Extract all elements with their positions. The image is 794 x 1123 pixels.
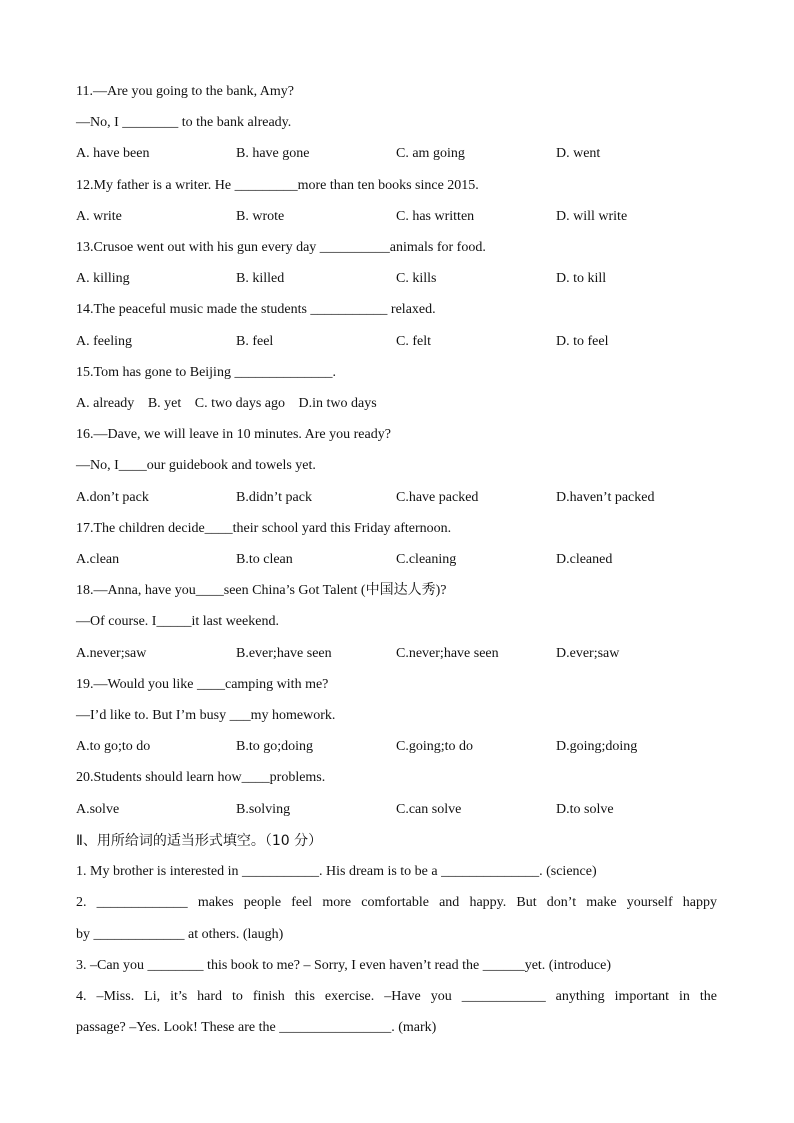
- option-a: A. write: [76, 209, 122, 224]
- option-b: B.didn’t pack: [236, 490, 312, 505]
- option-c: C. kills: [396, 271, 437, 286]
- option-a: A. already: [76, 396, 135, 411]
- option-b: B.ever;have seen: [236, 646, 332, 661]
- option-d: D.in two days: [298, 396, 377, 411]
- option-c: C. has written: [396, 209, 475, 224]
- question-13-options: [76, 270, 716, 288]
- question-14-options: [76, 333, 716, 351]
- question-16-options: [76, 489, 716, 507]
- question-12-stem: 12.My father is a writer. He _________more than ten books since 2015.: [76, 178, 479, 193]
- question-14-stem: 14.The peaceful music made the students ___________ relaxed.: [76, 302, 436, 317]
- option-a: A.to go;to do: [76, 739, 151, 754]
- fill-item-1: 1. My brother is interested in ___________. His dream is to be a ______________. (science): [76, 864, 597, 879]
- option-b: B. wrote: [236, 209, 285, 224]
- option-b: B. yet: [147, 396, 182, 411]
- option-a: A. killing: [76, 271, 130, 286]
- option-c: C.cleaning: [396, 552, 457, 567]
- question-17-stem: 17.The children decide____their school yard this Friday afternoon.: [76, 521, 452, 536]
- fill-item-4-line-2: passage? –Yes. Look! These are the ________________. (mark): [76, 1020, 437, 1035]
- question-11-response: —No, I ________ to the bank already.: [76, 115, 292, 130]
- fill-item-3: 3. –Can you ________ this book to me? – Sorry, I even haven’t read the ______yet. (introduce): [76, 958, 611, 973]
- option-a: A.solve: [76, 802, 120, 817]
- question-18-response: —Of course. I_____it last weekend.: [76, 614, 279, 629]
- question-16-stem: 16.—Dave, we will leave in 10 minutes. Are you ready?: [76, 427, 391, 442]
- option-d: D. to kill: [556, 271, 607, 286]
- option-b: B.to go;doing: [236, 739, 314, 754]
- option-d: D.going;doing: [556, 739, 638, 754]
- option-d: D.ever;saw: [556, 646, 620, 661]
- option-a: A. have been: [76, 146, 150, 161]
- option-b: B.to clean: [236, 552, 293, 567]
- question-19-options: [76, 738, 716, 756]
- question-19-stem: 19.—Would you like ____camping with me?: [76, 677, 329, 692]
- option-c: C.can solve: [396, 802, 462, 817]
- question-15-options: [76, 395, 387, 413]
- option-d: D.haven’t packed: [556, 490, 655, 505]
- option-d: D.to solve: [556, 802, 614, 817]
- option-b: B. killed: [236, 271, 285, 286]
- question-20-stem: 20.Students should learn how____problems.: [76, 770, 326, 785]
- option-c: C. felt: [396, 334, 431, 349]
- question-12-options: [76, 208, 716, 226]
- question-15-stem: 15.Tom has gone to Beijing ______________.: [76, 365, 336, 380]
- question-11-options: [76, 145, 716, 163]
- option-a: A. feeling: [76, 334, 132, 349]
- option-b: B. have gone: [236, 146, 310, 161]
- option-c: C.never;have seen: [396, 646, 499, 661]
- option-d: D. to feel: [556, 334, 609, 349]
- option-a: A.don’t pack: [76, 490, 149, 505]
- question-17-options: [76, 551, 716, 569]
- section-2-heading: Ⅱ、用所给词的适当形式填空。（10 分）: [76, 833, 323, 849]
- question-20-options: [76, 801, 716, 819]
- question-18-options: [76, 645, 716, 663]
- option-b: B.solving: [236, 802, 291, 817]
- fill-item-2-line-1: 2. _____________ makes people feel more comfortable and happy. But don’t make yourself happy: [76, 895, 717, 910]
- option-a: A.clean: [76, 552, 120, 567]
- question-13-stem: 13.Crusoe went out with his gun every day __________animals for food.: [76, 240, 486, 255]
- question-16-response: —No, I____our guidebook and towels yet.: [76, 458, 316, 473]
- option-b: B. feel: [236, 334, 274, 349]
- option-c: C.going;to do: [396, 739, 474, 754]
- option-c: C.have packed: [396, 490, 479, 505]
- question-11-stem: 11.—Are you going to the bank, Amy?: [76, 84, 295, 99]
- question-19-response: —I’d like to. But I’m busy ___my homework.: [76, 708, 336, 723]
- question-18-stem: 18.—Anna, have you____seen China’s Got Talent (中国达人秀)?: [76, 583, 447, 598]
- option-c: C. am going: [396, 146, 465, 161]
- option-d: D. will write: [556, 209, 628, 224]
- option-d: D.cleaned: [556, 552, 613, 567]
- option-c: C. two days ago: [194, 396, 285, 411]
- option-d: D. went: [556, 146, 601, 161]
- option-a: A.never;saw: [76, 646, 147, 661]
- fill-item-4-line-1: 4. –Miss. Li, it’s hard to finish this exercise. –Have you ____________ anything important in the: [76, 989, 717, 1004]
- fill-item-2-line-2: by _____________ at others. (laugh): [76, 927, 284, 942]
